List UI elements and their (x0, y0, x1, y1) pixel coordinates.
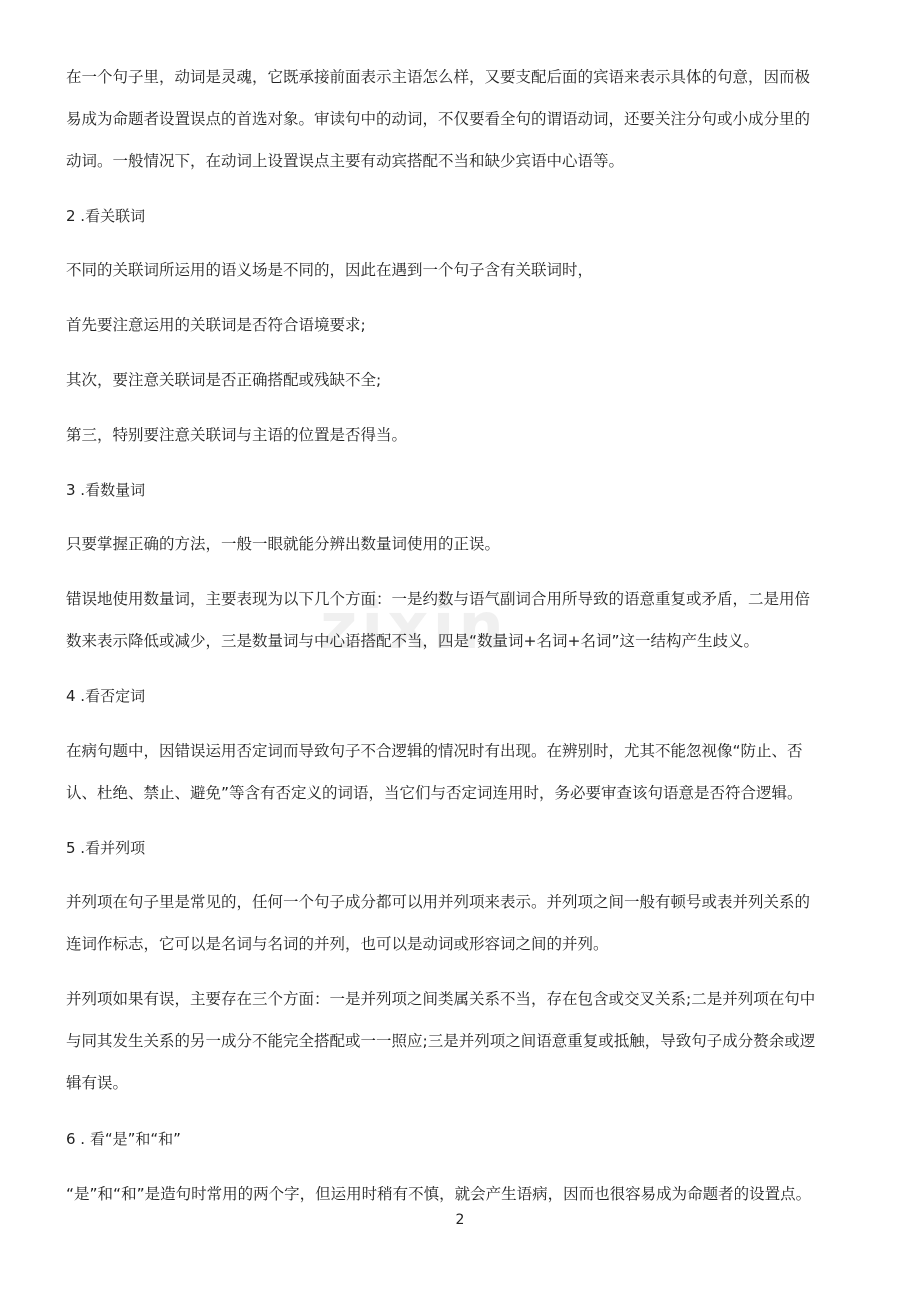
paragraph-line: 其次，要注意关联词是否正确搭配或残缺不全; (66, 371, 382, 389)
paragraph-line: 动词。一般情况下，在动词上设置误点主要有动宾搭配不当和缺少宾语中心语等。 (66, 152, 625, 170)
paragraph-line: 不同的关联词所运用的语义场是不同的，因此在遇到一个句子含有关联词时， (66, 261, 594, 279)
section-heading: 4 .看否定词 (66, 687, 146, 705)
paragraph-line: 并列项如果有误，主要存在三个方面：一是并列项之间类属关系不当，存在包含或交叉关系;二是并列项在句中 (66, 990, 816, 1008)
watermark: zixin (320, 590, 508, 664)
paragraph-line: “是”和“和”是造句时常用的两个字，但运用时稍有不慎，就会产生语病，因而也很容易成为命题者的设置点。 (66, 1185, 812, 1203)
section-heading: 6 . 看“是”和“和” (66, 1130, 181, 1148)
paragraph-line: 连词作标志，它可以是名词与名词的并列，也可以是动词或形容词之间的并列。 (66, 935, 609, 953)
page-number: 2 (455, 1212, 465, 1228)
paragraph-line: 在一个句子里，动词是灵魂，它既承接前面表示主语怎么样，又要支配后面的宾语来表示具体的句意，因而极 (66, 68, 811, 86)
paragraph-line: 辑有误。 (66, 1074, 129, 1092)
section-heading: 5 .看并列项 (66, 839, 146, 857)
paragraph-line: 第三，特别要注意关联词与主语的位置是否得当。 (66, 426, 408, 444)
paragraph-line: 只要掌握正确的方法，一般一眼就能分辨出数量词使用的正误。 (66, 535, 501, 553)
paragraph-line: 数来表示降低或减少，三是数量词与中心语搭配不当，四是“数量词+名词+名词”这一结构产生歧义。 (66, 632, 760, 650)
paragraph-line: 与同其发生关系的另一成分不能完全搭配或一一照应;三是并列项之间语意重复或抵触，导致句子成分赘余或逻 (66, 1032, 816, 1050)
section-heading: 2 .看关联词 (66, 207, 146, 225)
paragraph-line: 易成为命题者设置误点的首选对象。审读句中的动词，不仅要看全句的谓语动词，还要关注分句或小成分里的 (66, 110, 811, 128)
paragraph-line: 在病句题中，因错误运用否定词而导致句子不合逻辑的情况时有出现。在辨别时，尤其不能忽视像“防止、否 (66, 742, 803, 760)
paragraph-line: 认、杜绝、禁止、避免”等含有否定义的词语，当它们与否定词连用时，务必要审查该句语意是否符合逻辑。 (66, 784, 803, 802)
paragraph-line: 首先要注意运用的关联词是否符合语境要求; (66, 316, 366, 334)
paragraph-line: 并列项在句子里是常见的，任何一个句子成分都可以用并列项来表示。并列项之间一般有顿号或表并列关系的 (66, 893, 811, 911)
section-heading: 3 .看数量词 (66, 481, 146, 499)
paragraph-line: 错误地使用数量词，主要表现为以下几个方面：一是约数与语气副词合用所导致的语意重复或矛盾，二是用倍 (66, 590, 811, 608)
